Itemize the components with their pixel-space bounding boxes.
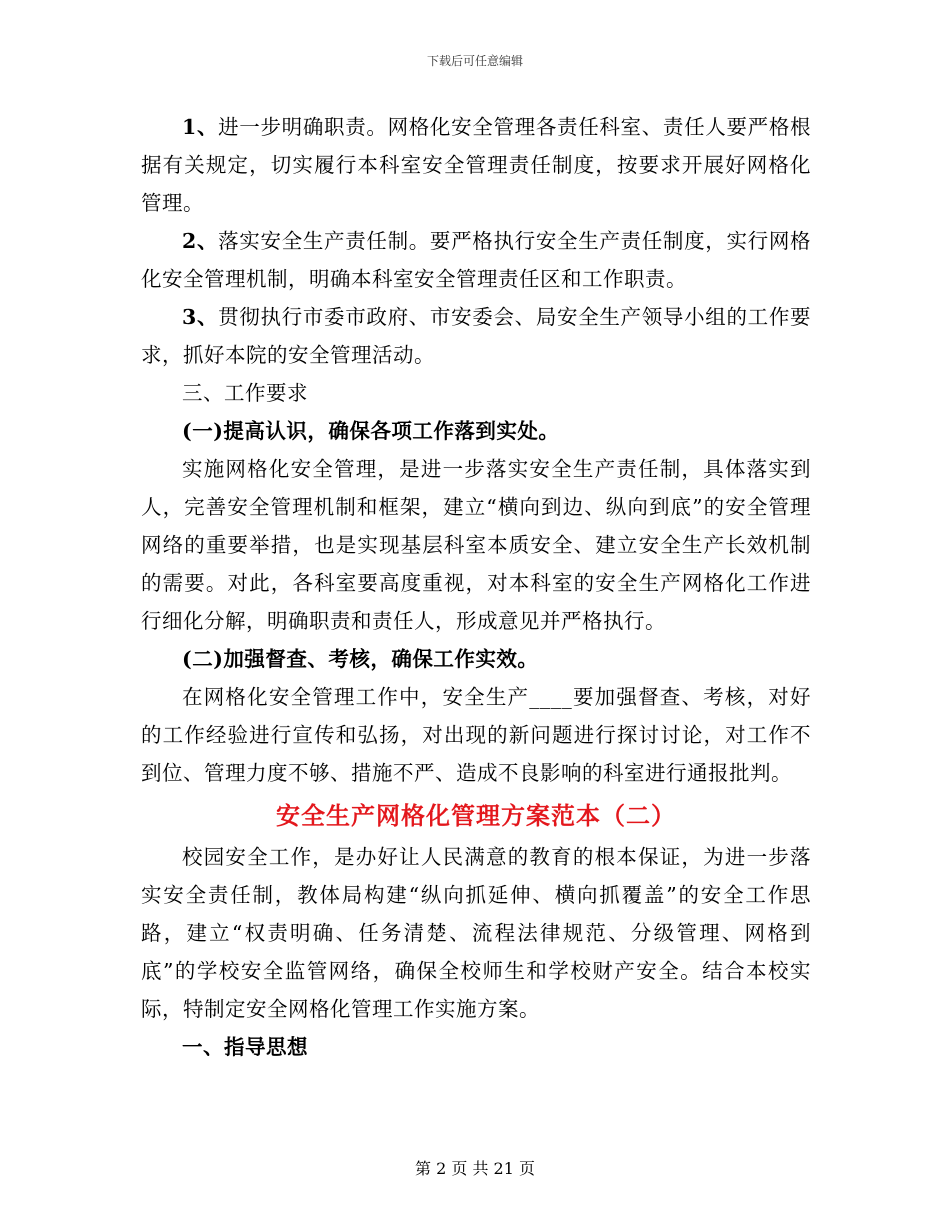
subheading-supervision: (二)加强督查、考核，确保工作实效。 [182,647,539,671]
heading-guiding-ideology: 一、指导思想 [182,1035,308,1059]
section-title: 安全生产网格化管理方案范本（二） [276,801,676,830]
document-body [141,108,811,1066]
item-text: 贯彻执行市委市政府、市安委会、局安全生产领导小组的工作要求，抓好本院的安全管理活动。 [141,305,811,367]
paragraph-supervision: 在网格化安全管理工作中，安全生产____要加强督查、考核，对好的工作经验进行宣传和弘扬，对出现的新问题进行探讨讨论，对工作不到位、管理力度不够、措施不严、造成不良影响的科室进行通报批判。 [141,685,811,785]
heading-work-requirements: 三、工作要求 [182,381,308,405]
paragraph-item-1 [141,108,811,222]
paragraph-item-3 [141,298,811,374]
page-header: 下载后可任意编辑 [426,54,523,68]
item-number: 2、 [182,229,219,253]
paragraph-awareness: 实施网格化安全管理，是进一步落实安全生产责任制，具体落实到人，完善安全管理机制和框架，建立“横向到边、纵向到底”的安全管理网络的重要举措，也是实现基层科室本质安全、建立安全生产长效机制的需要。对此，各科室要高度重视，对本科室的安全生产网格化工作进行细化分解，明确职责和责任人，形成意见并严格执行。 [141,457,811,633]
item-text: 落实安全生产责任制。要严格执行安全生产责任制度，实行网格化安全管理机制，明确本科室安全管理责任区和工作职责。 [141,229,811,291]
paragraph-campus-safety: 校园安全工作，是办好让人民满意的教育的根本保证，为进一步落实安全责任制，教体局构建“纵向抓延伸、横向抓覆盖”的安全工作思路，建立“权责明确、任务清楚、流程法律规范、分级管理、网格到底”的学校安全监管网络，确保全校师生和学校财产安全。结合本校实际，特制定安全网格化管理工作实施方案。 [141,845,811,1021]
page-footer: 第 2 页 共 21 页 [415,1159,535,1178]
item-number: 3、 [182,305,219,329]
subheading-raise-awareness: (一)提高认识，确保各项工作落到实处。 [182,419,560,443]
paragraph-item-2 [141,222,811,298]
item-text: 进一步明确职责。网格化安全管理各责任科室、责任人要严格根据有关规定，切实履行本科室安全管理责任制度，按要求开展好网格化管理。 [141,115,811,215]
item-number: 1、 [182,115,219,139]
